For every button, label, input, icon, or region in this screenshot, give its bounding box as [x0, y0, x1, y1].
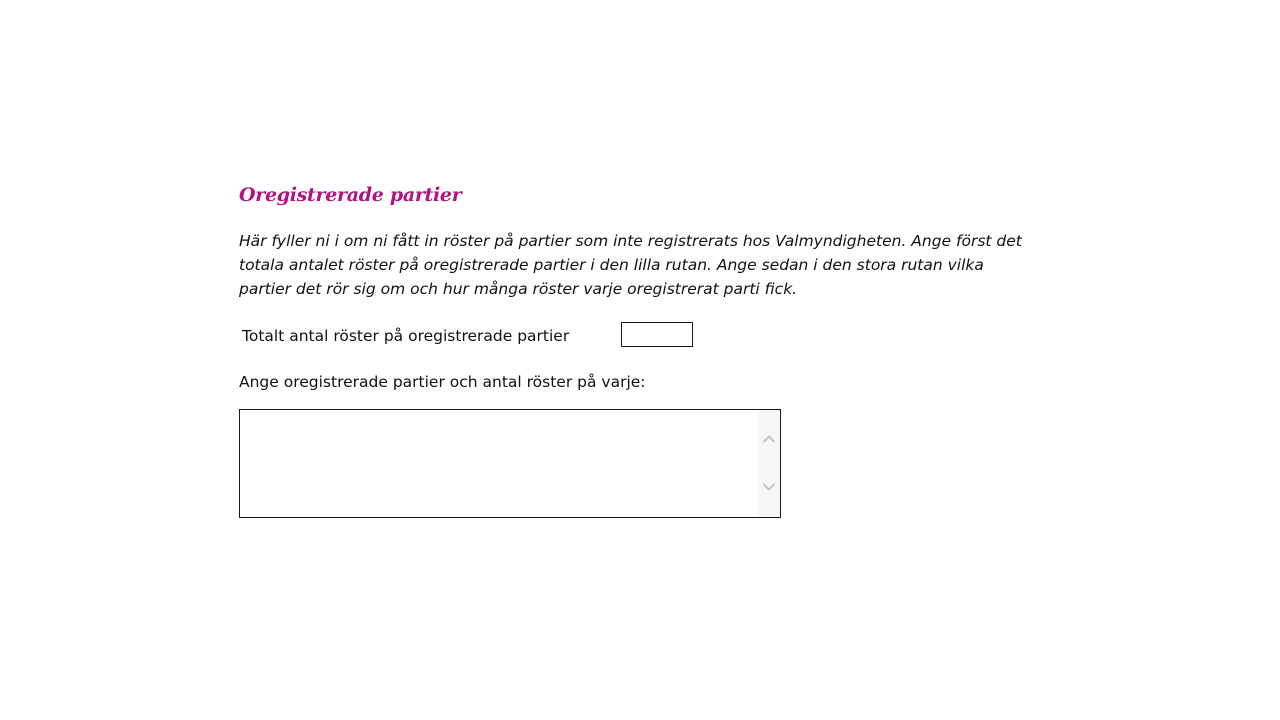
- total-votes-input[interactable]: [621, 322, 693, 347]
- parties-list-label: Ange oregistrerade partier och antal röster på varje:: [239, 373, 646, 391]
- parties-list-box: [239, 409, 781, 518]
- instructions-text: Här fyller ni i om ni fått in röster på partier som inte registrerats hos Valmyndigheten. Ange först det totala antalet röster på oregistrerade partier i den lilla rutan. Ange sedan i den stora rutan vilka partier det rör sig om och hur många röster varje oregistrerat parti fick.: [239, 232, 1022, 298]
- parties-list-textarea[interactable]: [240, 410, 758, 517]
- chevron-up-icon[interactable]: [758, 429, 780, 451]
- total-votes-label: Totalt antal röster på oregistrerade partier: [242, 327, 570, 345]
- chevron-down-icon[interactable]: [758, 477, 780, 499]
- textarea-scrollbar[interactable]: [758, 410, 780, 517]
- section-title: Oregistrerade partier: [239, 184, 462, 206]
